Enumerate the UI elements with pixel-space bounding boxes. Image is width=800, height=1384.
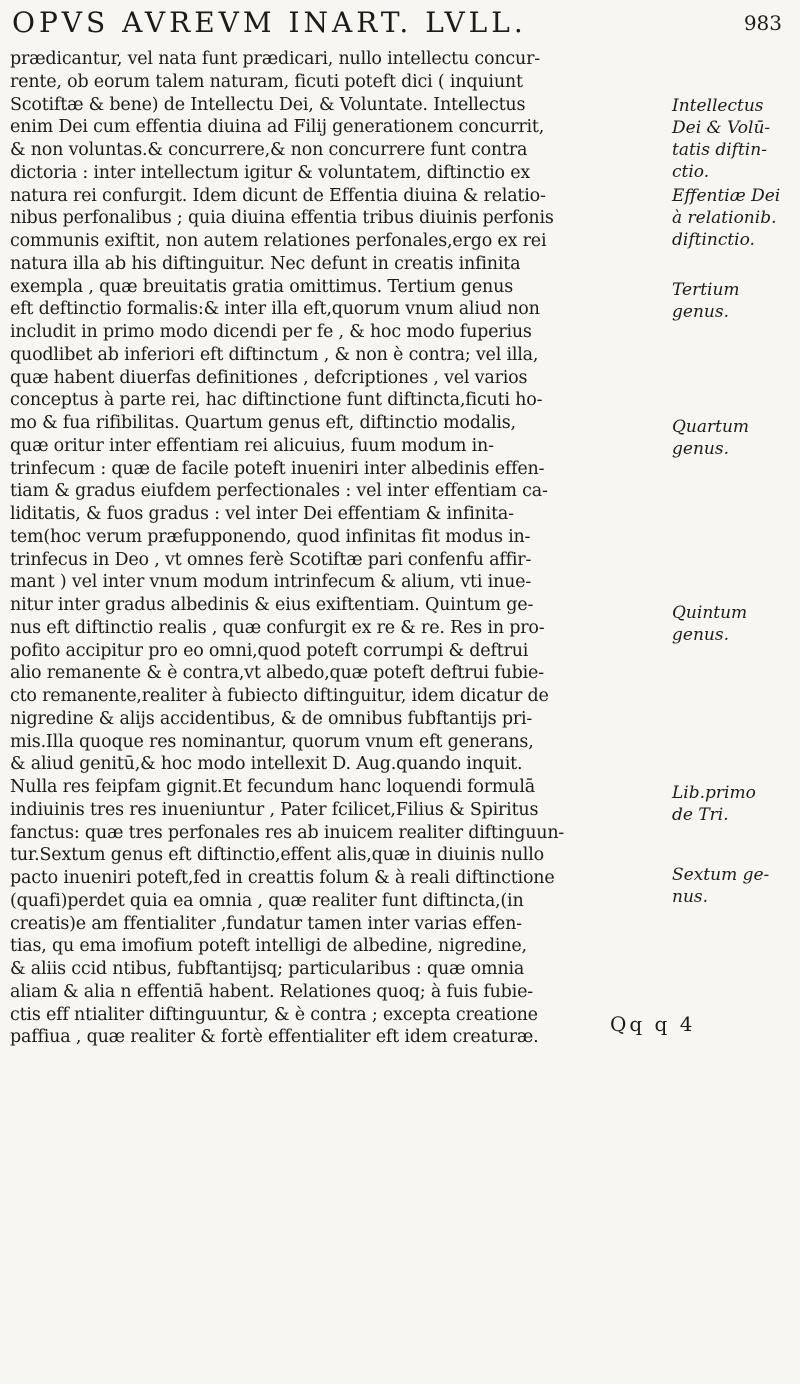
text-line: nigredine & alijs accidentibus, & de omnibus fubftantijs pri- [10,708,533,729]
margin-note-effentia [672,185,797,251]
text-line: quæ habent diuerfas definitiones , defcriptiones , vel varios [10,367,528,388]
text-line: nibus perfonalibus ; quia diuina effentia tribus diuinis perfonis [10,208,554,229]
text-line: nitur inter gradus albedinis & eius exiftentiam. Quintum ge- [10,595,534,615]
text-line: mant ) vel inter vnum modum intrinfecum & alium, vti inue- [10,572,532,593]
text-line: tem(hoc verum præfupponendo, quod infinitas fit modus in- [10,526,531,547]
margin-note-line: de Tri. [672,805,729,825]
text-line: includit in primo modo dicendi per fe , & hoc modo fuperius [10,322,532,342]
text-line: prædicantur, vel nata funt prædicari, nullo intellectu concur- [10,49,540,69]
margin-note-line: Effentiæ Dei [672,186,781,206]
margin-note-line: genus. [672,302,729,322]
margin-note-line: à relationib. [672,208,777,228]
text-line: natura illa ab his diftinguitur. Nec defunt in creatis infinita [10,253,521,274]
running-title: OPVS AVREVM INART. LVLL. [12,6,527,39]
text-line: pacto inueniri poteft,fed in creattis folum & à reali diftinctione [10,868,555,888]
margin-note-line: nus. [672,887,709,907]
margin-note-line: Sextum ge- [672,865,770,885]
margin-note-line: tatis diftin- [672,140,767,160]
text-line: indiuinis tres res inueniuntur , Pater fcilicet,Filius & Spiritus [10,799,539,820]
margin-note-line: genus. [672,439,729,459]
margin-note-tertium [672,279,797,323]
text-line: & aliud genitū,& hoc modo intellexit D. Aug.quando inquit. [10,754,523,775]
text-line: ctis eff ntialiter diftinguuntur, & è contra ; excepta creatione [10,1004,538,1025]
text-line: communis exiftit, non autem relationes perfonales,ergo ex rei [10,231,547,251]
margin-note-sextum [672,864,797,908]
margin-note-quartum [672,416,797,460]
text-line: enim Dei cum effentia diuina ad Filij generationem concurrit, [10,117,545,138]
text-line: pofito accipitur pro eo omni,quod poteft corrumpi & deftrui [10,640,529,661]
text-line: liditatis, & fuos gradus : vel inter Dei effentiam & infinita- [10,504,514,524]
text-line: tur.Sextum genus eft diftinctio,effent alis,quæ in diuinis nullo [10,845,544,866]
text-line: paffiua , quæ realiter & fortè effentialiter eft idem creaturæ. [10,1027,539,1048]
running-head [12,8,782,38]
margin-note-line: Lib.primo [672,783,756,803]
text-line: mo & fua rifibilitas. Quartum genus eft, diftinctio modalis, [10,413,516,433]
text-line: fanctus: quæ tres perfonales res ab inuicem realiter diftinguun- [10,822,565,843]
text-line: Scotiftæ & bene) de Intellectu Dei, & Voluntate. Intellectus [10,94,526,115]
signature-mark: Qq q 4 [610,1012,696,1036]
text-line: dictoria : inter intellectum igitur & voluntatem, diftinctio ex [10,162,531,183]
text-line: & non voluntas.& concurrere,& non concurrere funt contra [10,140,528,160]
page-number: 983 [743,11,782,35]
text-line: tias, qu ema imofium poteft intelligi de albedine, nigredine, [10,936,527,957]
text-line: quodlibet ab inferiori eft diftinctum , & non è contra; vel illa, [10,344,539,365]
text-line: trinfecum : quæ de facile poteft inueniri inter albedinis effen- [10,458,545,479]
text-line: & aliis ccid ntibus, fubftantijsq; particularibus : quæ omnia [10,959,525,979]
margin-note-line: Intellectus [672,96,764,116]
text-line: mis.Illa quoque res nominantur, quorum vnum eft generans, [10,731,534,752]
text-line: Nulla res feipfam gignit.Et fecundum hanc loquendi formulā [10,777,535,797]
main-text [10,48,665,1049]
text-line: conceptus à parte rei, hac diftinctione funt diftincta,ficuti ho- [10,390,543,411]
text-line: natura rei confurgit. Idem dicunt de Effentia diuina & relatio- [10,185,546,206]
text-line: alio remanente & è contra,vt albedo,quæ poteft deftrui fubie- [10,663,544,684]
text-line: nus eft diftinctio realis , quæ confurgit ex re & re. Res in pro- [10,617,545,638]
margin-note-intellectus [672,95,797,183]
margin-note-line: Quartum [672,417,750,437]
text-line: trinfecus in Deo , vt omnes ferè Scotiftæ pari confenfu affir- [10,549,532,570]
text-line: creatis)e am ffentialiter ,fundatur tamen inter varias effen- [10,913,522,934]
text-line: eft deftinctio formalis:& inter illa eft,quorum vnum aliud non [10,299,540,320]
text-line: quæ oritur inter effentiam rei alicuius, fuum modum in- [10,435,494,456]
text-line: exempla , quæ breuitatis gratia omittimus. Tertium genus [10,276,513,297]
margin-note-line: Quintum [672,603,748,623]
text-line: aliam & alia n effentiā habent. Relationes quoq; à fuis fubie- [10,981,533,1002]
margin-note-line: genus. [672,625,729,645]
text-line: cto remanente,realiter à fubiecto diftinguitur, idem dicatur de [10,686,549,706]
margin-note-line: Dei & Volū- [672,118,771,138]
margin-note-quintum [672,602,797,646]
margin-note-line: ctio. [672,162,710,182]
text-line: (quafi)perdet quia ea omnia , quæ realiter funt diftincta,(in [10,890,524,911]
margin-note-line: Tertium [672,280,740,300]
text-line: tiam & gradus eiufdem perfectionales : vel inter effentiam ca- [10,481,548,502]
margin-note-lib [672,782,797,826]
text-line: rente, ob eorum talem naturam, ficuti poteft dici ( inquiunt [10,71,523,92]
margin-note-line: diftinctio. [672,230,755,250]
